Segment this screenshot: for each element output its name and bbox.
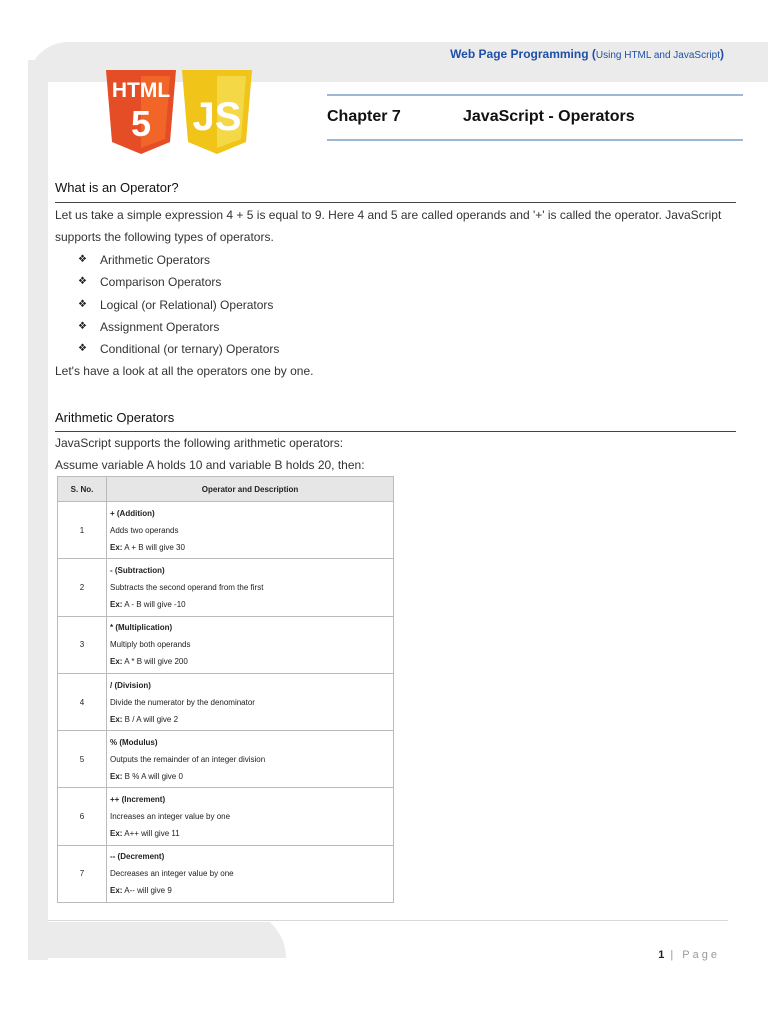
operator-name: * (Multiplication) — [110, 623, 173, 633]
list-item-label: Arithmetic Operators — [100, 253, 211, 267]
row-number: 1 — [58, 502, 107, 559]
operator-description: Increases an integer value by one — [110, 812, 231, 822]
list-item-label: Assignment Operators — [100, 319, 220, 334]
bullet-icon: ❖ — [78, 254, 87, 265]
operator-name: / (Division) — [110, 680, 151, 690]
column-header-sno: S. No. — [58, 477, 107, 502]
operator-name: % (Modulus) — [110, 737, 158, 747]
table-row — [58, 673, 394, 730]
row-description — [107, 731, 394, 788]
row-description — [107, 788, 394, 845]
row-description — [107, 845, 394, 902]
side-band — [28, 60, 48, 960]
table-header-row — [58, 477, 394, 502]
list-item-label: Logical (or Relational) Operators — [100, 297, 274, 312]
bullet-icon: ❖ — [78, 276, 87, 288]
book-title-main: Web Page Programming ( — [450, 47, 596, 61]
table-row — [58, 559, 394, 616]
operator-name: ++ (Increment) — [110, 795, 166, 805]
page-footer — [658, 949, 720, 961]
row-description — [107, 673, 394, 730]
example-text: A-- will give 9 — [122, 886, 172, 896]
operator-example — [110, 768, 390, 785]
operator-example — [110, 653, 390, 670]
example-label: Ex: — [110, 829, 123, 839]
bullet-icon: ❖ — [78, 298, 87, 310]
row-description — [107, 502, 394, 559]
table-row — [58, 502, 394, 559]
section-rule — [55, 202, 736, 203]
list-item — [78, 294, 279, 316]
intro-line-2: supports the following types of operators. — [55, 230, 274, 244]
list-item — [78, 249, 279, 271]
row-description — [107, 559, 394, 616]
bullet-icon: ❖ — [78, 343, 87, 355]
arithmetic-operators-table — [57, 476, 394, 903]
column-header-operator: Operator and Description — [107, 477, 394, 502]
chapter-number: Chapter 7 — [327, 108, 401, 125]
operator-types-list — [78, 249, 279, 360]
table-row — [58, 845, 394, 902]
row-description — [107, 616, 394, 673]
example-label: Ex: — [110, 542, 123, 552]
page-separator: | — [664, 949, 683, 961]
example-label: Ex: — [110, 657, 123, 667]
page-number: 1 — [658, 949, 665, 961]
table-row — [58, 616, 394, 673]
chapter-rule-top — [327, 94, 743, 96]
book-title-sub: Using HTML and JavaScript — [595, 50, 720, 61]
html5-js-logo — [106, 70, 252, 154]
example-text: A * B will give 200 — [122, 657, 188, 667]
row-number: 5 — [58, 731, 107, 788]
example-label: Ex: — [110, 771, 123, 781]
operator-name: - (Subtraction) — [110, 565, 165, 575]
section-heading-what-is-operator: What is an Operator? — [55, 180, 179, 195]
chapter-title: JavaScript - Operators — [463, 108, 635, 125]
operator-example — [110, 596, 390, 613]
example-text: A - B will give -10 — [122, 599, 186, 609]
intro-line-1: Let us take a simple expression 4 + 5 is equal to 9. Here 4 and 5 are called operands and '+' is called the operator. JavaScript — [55, 208, 722, 222]
js-label: JS — [192, 95, 242, 139]
operator-example — [110, 539, 390, 556]
example-text: A++ will give 11 — [122, 829, 180, 839]
operator-example — [110, 882, 390, 899]
operator-name: -- (Decrement) — [110, 852, 165, 862]
html-label: HTML — [111, 79, 171, 102]
arithmetic-line-2: Assume variable A holds 10 and variable B holds 20, then: — [55, 458, 365, 472]
table-row — [58, 788, 394, 845]
list-item — [78, 271, 279, 293]
section-heading-arithmetic: Arithmetic Operators — [55, 410, 175, 425]
operator-name: + (Addition) — [110, 508, 155, 518]
operator-description: Adds two operands — [110, 525, 179, 535]
html5-number: 5 — [130, 103, 152, 144]
list-item — [78, 338, 279, 360]
list-item — [78, 316, 279, 338]
list-item-label: Conditional (or ternary) Operators — [100, 342, 280, 357]
example-label: Ex: — [110, 714, 123, 724]
example-text: A + B will give 30 — [122, 542, 185, 552]
book-title — [450, 47, 724, 61]
row-number: 6 — [58, 788, 107, 845]
chapter-rule-bottom — [327, 139, 743, 141]
operator-example — [110, 825, 390, 842]
operator-example — [110, 711, 390, 728]
example-label: Ex: — [110, 599, 123, 609]
operator-description: Divide the numerator by the denominator — [110, 697, 255, 707]
example-text: B % A will give 0 — [122, 771, 183, 781]
row-number: 7 — [58, 845, 107, 902]
page-label: Page — [682, 949, 720, 961]
list-item-label: Comparison Operators — [100, 275, 222, 290]
book-title-close: ) — [720, 47, 724, 61]
arithmetic-line-1: JavaScript supports the following arithmetic operators: — [55, 436, 344, 450]
bullet-icon: ❖ — [78, 320, 87, 332]
row-number: 3 — [58, 616, 107, 673]
operator-description: Multiply both operands — [110, 640, 191, 650]
operator-description: Subtracts the second operand from the first — [110, 582, 264, 592]
operator-description: Outputs the remainder of an integer division — [110, 754, 266, 764]
table-row — [58, 731, 394, 788]
example-text: B / A will give 2 — [122, 714, 179, 724]
footer-rule — [48, 920, 728, 921]
intro-outro: Let's have a look at all the operators one by one. — [55, 364, 314, 378]
example-label: Ex: — [110, 886, 123, 896]
row-number: 2 — [58, 559, 107, 616]
operator-description: Decreases an integer value by one — [110, 869, 234, 879]
row-number: 4 — [58, 673, 107, 730]
